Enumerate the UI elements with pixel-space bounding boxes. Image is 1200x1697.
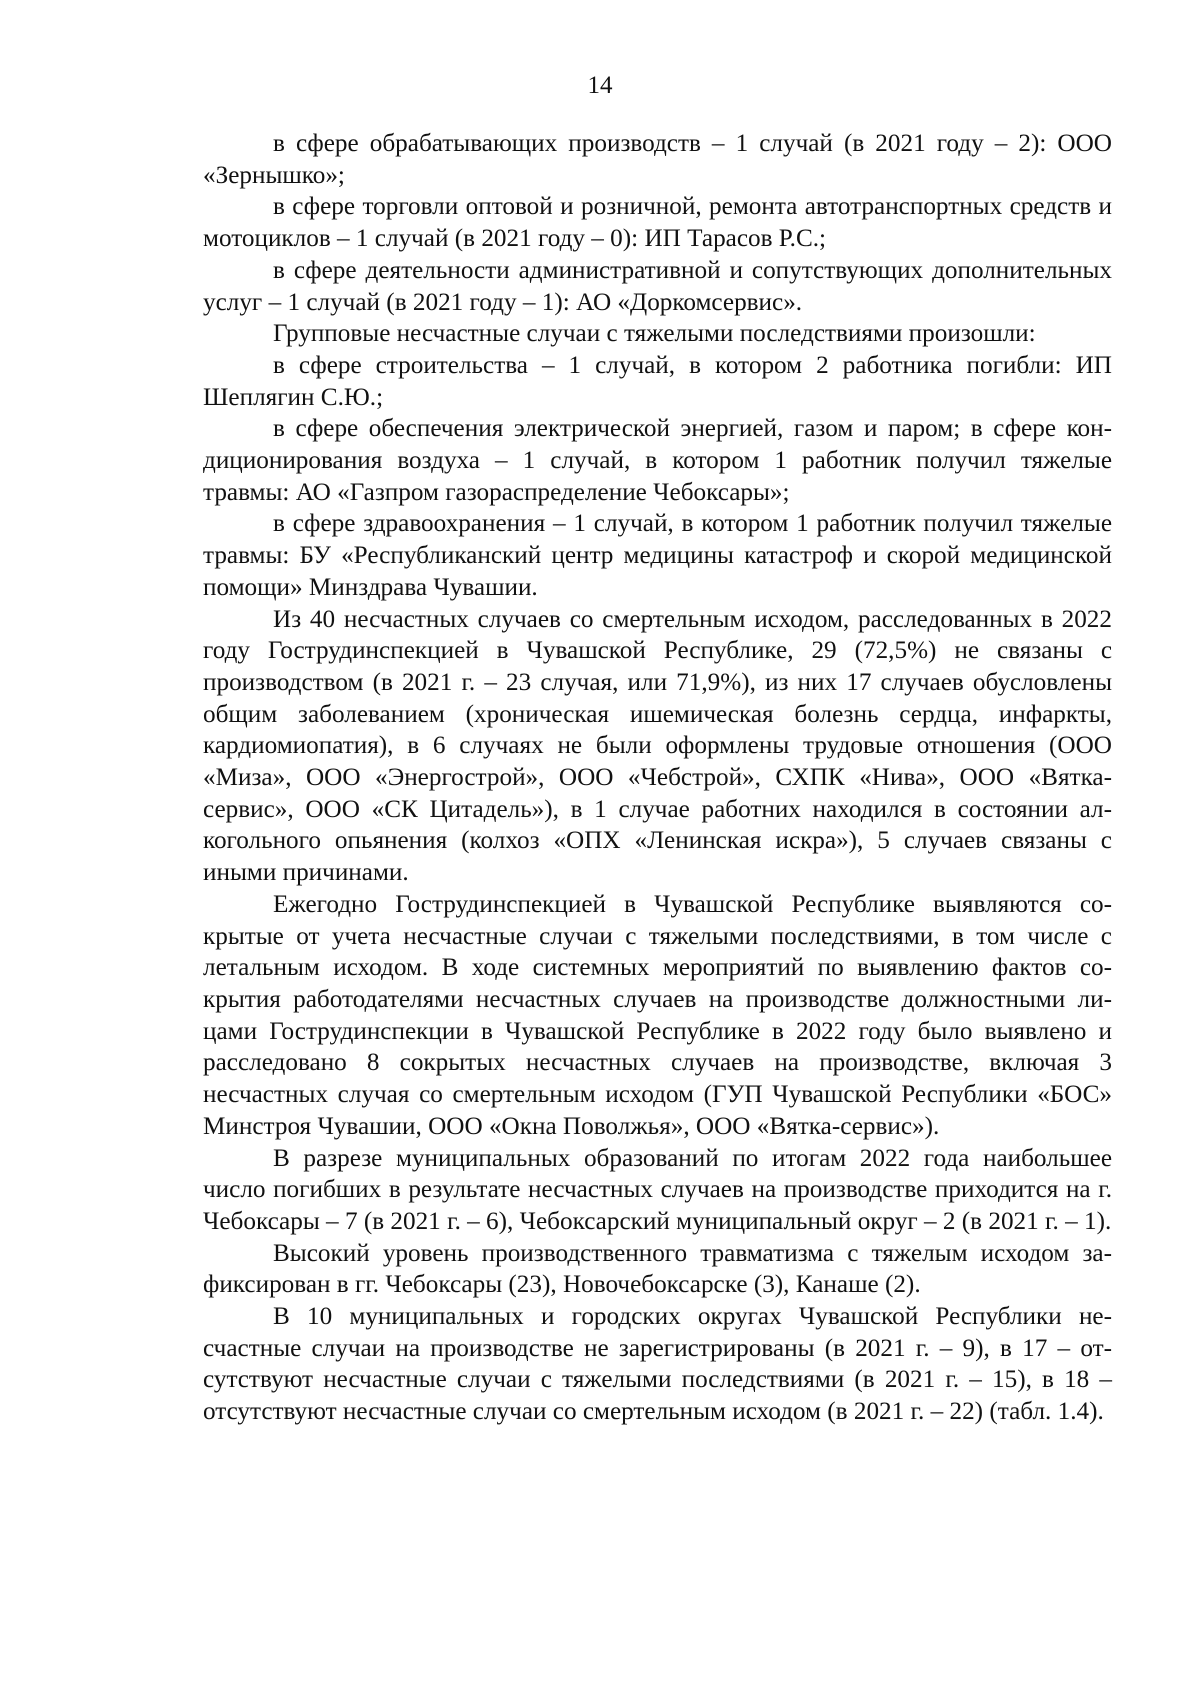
paragraph-healthcare: в сфере здравоохранения – 1 случай, в котором 1 работник получил тяжелые травмы: БУ «Республиканский центр медицины катастроф и скорой медицинской помощи» Минздрава Чувашии. [203,510,1112,601]
paragraph-administrative: в сфере деятельности административной и сопутствующих дополнительных услуг – 1 случай (в 2021 году – 1): АО «Доркомсервис». [203,256,1112,316]
page-number: 14 [587,72,613,99]
paragraph-high-injury-level: Высокий уровень производственного травматизма с тяжелым исходом зафиксирован в гг. Чебоксары (23), Новочебоксарске (3), Канаше (2). [203,1239,1112,1299]
paragraph-trade: в сфере торговли оптовой и розничной, ремонта автотранспортных средств и мотоциклов – 1 случай (в 2021 году – 0): ИП Тарасов Р.С.; [203,193,1112,253]
paragraph-no-accidents: В 10 муниципальных и городских округах Чувашской Республики несчастные случаи на производстве не зарегистрированы (в 2021 г. – 9), в 17 – отсутствуют несчастные случаи с тяжелыми последствиями (в 2021 г. – 15), в 18 – отсутствуют несчастные случаи со смертельным исходом (в 2021 г. – 22) (табл. 1.4). [203,1303,1112,1426]
paragraph-concealed-cases: Ежегодно Гострудинспекцией в Чувашской Республике выявляются сокрытые от учета несчастные случаи с тяжелыми последствиями, в том числе с летальным исходом. В ходе системных мероприятий по выявлению фактов сокрытия работодателями несчастных случаев на производстве должностными лицами Гострудинспекции в Чувашской Республике в 2022 году было выявлено и расследовано 8 сокрытых несчастных случаев на производстве, включая 3 несчастных случая со смертельным исходом (ГУП Чувашской Республики «БОС» Минстроя Чувашии, ООО «Окна Поволжья», ООО «Вятка-сервис»). [203,890,1112,1140]
paragraph-energy: в сфере обеспечения электрической энергией, газом и паром; в сфере кондиционирования воздуха – 1 случай, в котором 1 работник получил тяжелые травмы: АО «Газпром газораспределение Чебоксары»; [203,415,1112,506]
paragraph-construction: в сфере строительства – 1 случай, в котором 2 работника погибли: ИП Шеплягин С.Ю.; [203,351,1112,411]
paragraph-group-accidents-heading: Групповые несчастные случаи с тяжелыми последствиями произошли: [273,320,1036,348]
paragraph-manufacturing: в сфере обрабатывающих производств – 1 случай (в 2021 году – 2): ООО «Зернышко»; [203,130,1112,189]
paragraph-fatal-cases: Из 40 несчастных случаев со смертельным исходом, расследованных в 2022 году Гострудинспекцией в Чувашской Республике, 29 (72,5%) не связаны с производством (в 2021 г. – 23 случая, или 71,9%), из них 17 случаев обусловлены общим заболеванием (хроническая ишемическая болезнь сердца, инфаркты, кардиомиопатия), в 6 случаях не были оформлены трудовые отношения (ООО «Миза», ООО «Энергострой», ООО «Чебстрой», СХПК «Нива», ООО «Вятка-сервис», ООО «СК Цитадель»), в 1 случае работних находился в состоянии алкогольного опьянения (колхоз «ОПХ «Ленинская искра»), 5 случаев связаны с иными причинами. [203,605,1112,887]
document-body [203,128,1112,1428]
paragraph-municipal-breakdown: В разрезе муниципальных образований по итогам 2022 года наибольшее число погибших в результате несчастных случаев на производстве приходится на г. Чебоксары – 7 (в 2021 г. – 6), Чебоксарский муниципальный округ – 2 (в 2021 г. – 1). [203,1144,1112,1235]
